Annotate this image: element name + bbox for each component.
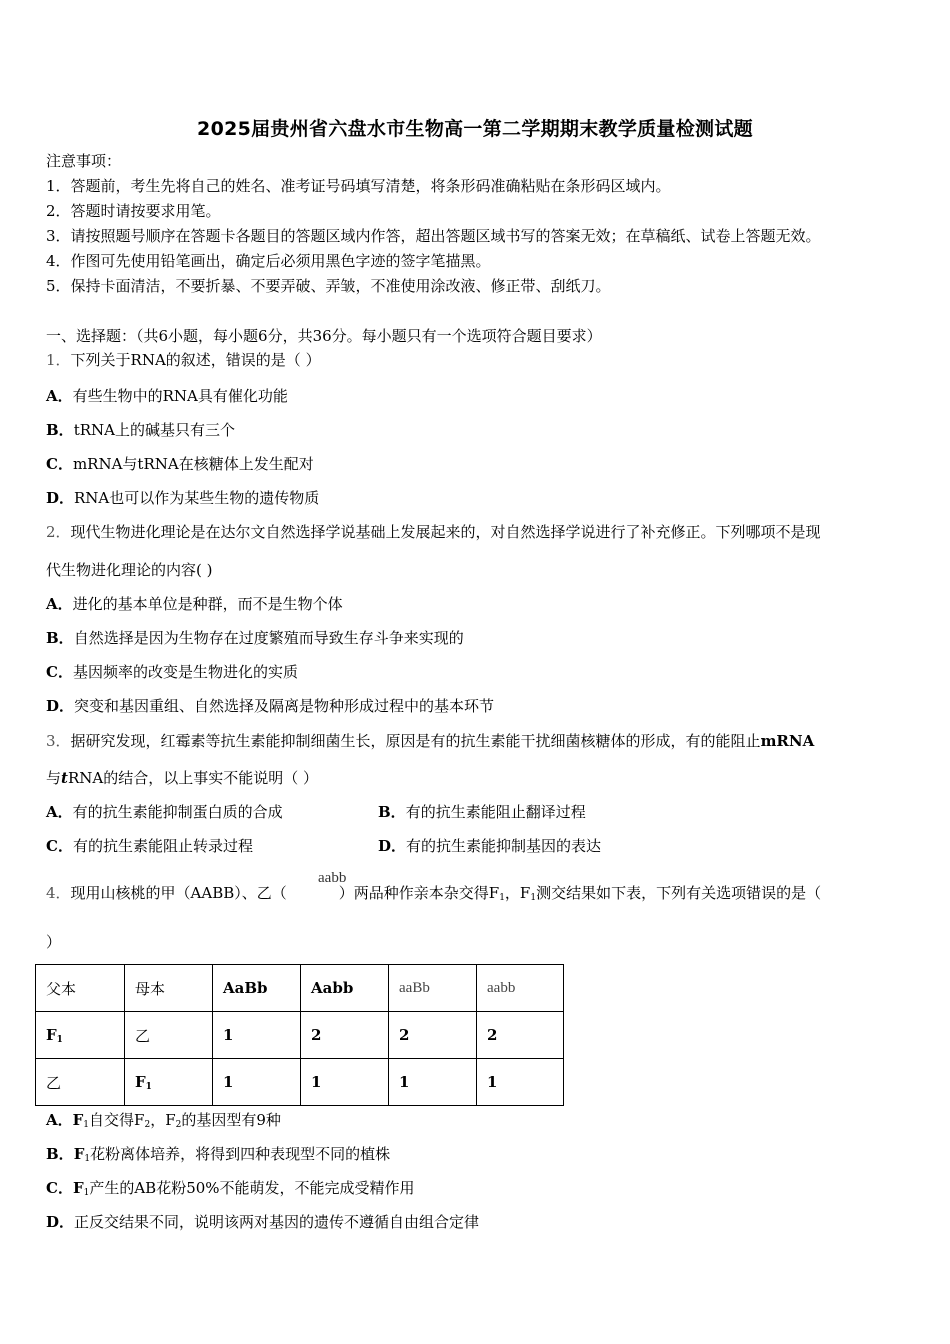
question-number: 3． <box>46 732 71 750</box>
table-header-cell: Aabb <box>301 965 389 1012</box>
table-header-cell: aaBb <box>389 965 477 1012</box>
question-number: 4． <box>46 884 71 902</box>
table-cell: 1 <box>213 1012 301 1059</box>
option-text: 突变和基因重组、自然选择及隔离是物种形成过程中的基本环节 <box>74 697 495 715</box>
q4-option-a[interactable] <box>46 1110 281 1135</box>
option-letter: D． <box>46 489 75 507</box>
option-text: 有的抗生素能抑制蛋白质的合成 <box>72 803 283 821</box>
question-number: 1． <box>46 351 71 369</box>
table-cell <box>125 1059 213 1106</box>
q2-option-b[interactable] <box>46 628 464 648</box>
subscript: 1 <box>499 893 505 903</box>
q4-option-d[interactable] <box>46 1212 479 1232</box>
cell-text: F <box>135 1072 146 1091</box>
question-2-stem-line1 <box>46 522 821 542</box>
table-cell: 乙 <box>125 1012 213 1059</box>
question-text: ）两品种作亲本杂交得F <box>338 884 500 902</box>
cell-text: F <box>46 1025 57 1044</box>
option-letter: C． <box>46 455 73 473</box>
option-text: F <box>73 1145 85 1163</box>
table-row <box>36 1059 564 1106</box>
subscript: 1 <box>530 893 537 903</box>
section-heading: 一、选择题：（共6小题，每小题6分，共36分。每小题只有一个选项符合题目要求） <box>46 327 602 345</box>
option-letter: B． <box>46 629 74 647</box>
table-header-cell: aabb <box>477 965 564 1012</box>
question-text: 与 <box>46 769 62 787</box>
table-cell: 1 <box>477 1059 564 1106</box>
table-cell: 1 <box>213 1059 301 1106</box>
subscript: 1 <box>56 1034 63 1045</box>
option-letter: A． <box>46 595 73 613</box>
option-letter: C． <box>46 663 73 681</box>
option-letter: D． <box>378 837 407 855</box>
q3-option-c[interactable] <box>46 836 253 856</box>
table-cell: 2 <box>389 1012 477 1059</box>
table-cell: 1 <box>301 1059 389 1106</box>
table-header-row <box>36 965 564 1012</box>
table-cell: 2 <box>477 1012 564 1059</box>
notice-item-1: 1．答题前，考生先将自己的姓名、准考证号码填写清楚，将条形码准确粘贴在条形码区域内。 <box>46 177 671 195</box>
table-row <box>36 1012 564 1059</box>
option-text: F <box>72 1111 84 1129</box>
option-letter: C． <box>46 1179 73 1197</box>
subscript: 1 <box>145 1081 152 1092</box>
q4-option-b[interactable] <box>46 1144 390 1169</box>
table-header-cell: 母本 <box>125 965 213 1012</box>
q1-option-b[interactable] <box>46 420 235 440</box>
term-mrna: mRNA <box>760 732 815 750</box>
option-letter: B． <box>46 421 74 439</box>
notice-item-5: 5．保持卡面清洁，不要折暴、不要弄破、弄皱，不准使用涂改液、修正带、刮纸刀。 <box>46 277 611 295</box>
notice-item-3: 3．请按照题号顺序在答题卡各题目的答题区域内作答，超出答题区域书写的答案无效；在草稿纸、试卷上答题无效。 <box>46 227 821 245</box>
question-text: 测交结果如下表，下列有关选项错误的是（ <box>536 884 822 902</box>
option-text: 有些生物中的RNA具有催化功能 <box>72 387 288 405</box>
table-cell: 乙 <box>36 1059 125 1106</box>
question-4-stem-line1 <box>46 883 821 908</box>
option-text: tRNA上的碱基只有三个 <box>73 421 235 439</box>
term-t: t <box>61 769 68 787</box>
question-text: RNA的结合，以上事实不能说明（ ） <box>67 769 318 787</box>
q1-option-d[interactable] <box>46 488 319 508</box>
subscript: 2 <box>175 1120 182 1130</box>
question-4-stem-line2: ） <box>46 933 62 951</box>
table-cell: 1 <box>389 1059 477 1106</box>
option-text: 正反交结果不同，说明该两对基因的遗传不遵循自由组合定律 <box>74 1213 480 1231</box>
option-text: mRNA与tRNA在核糖体上发生配对 <box>72 455 314 473</box>
q3-option-a[interactable] <box>46 802 283 822</box>
table-cell: 2 <box>301 1012 389 1059</box>
question-text: 现用山核桃的甲（AABB）、乙（ <box>70 884 287 902</box>
table-cell <box>36 1012 125 1059</box>
option-text: 产生的AB花粉50%不能萌发，不能完成受精作用 <box>89 1179 415 1197</box>
notice-item-4: 4．作图可先使用铅笔画出，确定后必须用黑色字迹的签字笔描黑。 <box>46 252 491 270</box>
option-text: RNA也可以作为某些生物的遗传物质 <box>74 489 320 507</box>
question-1-stem <box>46 350 321 370</box>
question-3-stem-line1 <box>46 731 814 751</box>
table-header-cell: AaBb <box>213 965 301 1012</box>
subscript: 1 <box>83 1188 90 1198</box>
option-text: 花粉离体培养，将得到四种表现型不同的植株 <box>90 1145 391 1163</box>
option-text: F <box>72 1179 84 1197</box>
page-title: 2025届贵州省六盘水市生物高一第二学期期末教学质量检测试题 <box>197 118 753 140</box>
option-text: 自然选择是因为生物存在过度繁殖而导致生存斗争来实现的 <box>73 629 464 647</box>
q1-option-a[interactable] <box>46 386 288 406</box>
option-text: 进化的基本单位是种群，而不是生物个体 <box>72 595 343 613</box>
option-letter: D． <box>46 697 75 715</box>
q3-option-b[interactable] <box>378 802 586 822</box>
notice-item-2: 2．答题时请按要求用笔。 <box>46 202 221 220</box>
question-number: 2． <box>46 523 71 541</box>
table-header-cell: 父本 <box>36 965 125 1012</box>
q3-option-d[interactable] <box>378 836 601 856</box>
option-letter: A． <box>46 1111 73 1129</box>
subscript: 2 <box>144 1120 151 1130</box>
option-text: 的基因型有9种 <box>181 1111 281 1129</box>
option-letter: A． <box>46 387 73 405</box>
option-letter: B． <box>46 1145 74 1163</box>
option-letter: D． <box>46 1213 75 1231</box>
question-2-stem-line2: 代生物进化理论的内容( ) <box>46 561 213 579</box>
option-text: 自交得F <box>89 1111 145 1129</box>
subscript: 1 <box>84 1154 91 1164</box>
option-letter: C． <box>46 837 73 855</box>
option-letter: B． <box>378 803 406 821</box>
notice-heading: 注意事项： <box>46 152 122 170</box>
q1-option-c[interactable] <box>46 454 314 474</box>
option-text: 基因频率的改变是生物进化的实质 <box>72 663 298 681</box>
q2-option-a[interactable] <box>46 594 343 614</box>
q2-option-c[interactable] <box>46 662 298 682</box>
question-text: 现代生物进化理论是在达尔文自然选择学说基础上发展起来的，对自然选择学说进行了补充修正。下列哪项不是现 <box>70 523 821 541</box>
option-text: 有的抗生素能抑制基因的表达 <box>406 837 602 855</box>
q4-option-c[interactable] <box>46 1178 415 1203</box>
genotype-aabb-image: aabb <box>318 870 347 886</box>
option-letter: A． <box>46 803 73 821</box>
option-text: 有的抗生素能阻止转录过程 <box>72 837 253 855</box>
option-text: ，F <box>150 1111 176 1129</box>
subscript: 1 <box>83 1120 90 1130</box>
question-3-stem-line2 <box>46 768 318 788</box>
question-text: ，F <box>504 884 531 902</box>
q2-option-d[interactable] <box>46 696 494 716</box>
question-text: 下列关于RNA的叙述，错误的是（ ） <box>70 351 321 369</box>
question-text: 据研究发现，红霉素等抗生素能抑制细菌生长，原因是有的抗生素能干扰细菌核糖体的形成，有的能阻止 <box>70 732 761 750</box>
testcross-table <box>35 964 564 1106</box>
option-text: 有的抗生素能阻止翻译过程 <box>405 803 586 821</box>
